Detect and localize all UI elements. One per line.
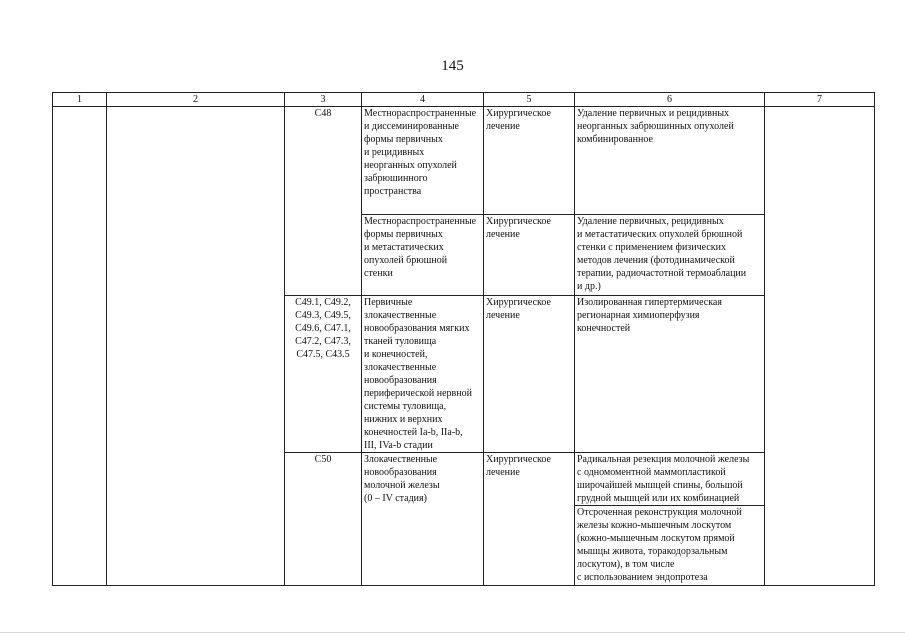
method-cell	[575, 107, 765, 215]
page-number: 145	[441, 58, 464, 74]
column-header-1: 1	[53, 93, 107, 107]
cell-text-line: неорганных забрюшинных опухолей	[577, 121, 734, 132]
cell-text-line: Изолированная гипертермическая	[577, 297, 722, 308]
cell-text-line: Хирургическое	[486, 454, 551, 465]
method-cell	[575, 296, 765, 453]
cell-text-line: Хирургическое	[486, 108, 551, 119]
cell-text-line: Хирургическое	[486, 216, 551, 227]
cell-text-line: и конечностей,	[364, 349, 428, 360]
cell-text-line: Злокачественные	[364, 454, 438, 465]
cell-text-line: новообразования	[364, 467, 437, 478]
cell-text-line: и диссеминированные	[364, 121, 459, 132]
cell-col7	[765, 107, 875, 586]
procedures-table	[52, 92, 875, 586]
cell-text-line: системы туловища,	[364, 401, 447, 412]
cell-text-line: C50	[314, 454, 332, 465]
column-header-2: 2	[107, 93, 285, 107]
cell-text-line: тканей туловища	[364, 336, 437, 347]
treatment-cell	[484, 107, 575, 215]
cell-text-line: забрюшинного	[364, 173, 428, 184]
cell-text-line: злокачественные	[364, 362, 437, 373]
cell-text-line: лечение	[486, 229, 520, 240]
cell-text-line: (кожно-мышечным лоскутом прямой	[577, 533, 735, 544]
method-cell	[575, 453, 765, 506]
treatment-cell	[484, 296, 575, 453]
diagnosis-cell	[362, 296, 484, 453]
cell-text-line: неорганных опухолей	[364, 160, 457, 171]
cell-text-line: пространства	[364, 186, 422, 197]
treatment-cell	[484, 453, 575, 586]
cell-text-line: мышцы живота, торакодорзальным	[577, 546, 728, 557]
column-header-4: 4	[362, 93, 484, 107]
icd-code-cell	[285, 453, 362, 586]
cell-text-line: и рецидивных	[364, 147, 425, 158]
cell-text-line: C48	[314, 108, 332, 119]
table-header-row	[53, 93, 875, 107]
icd-code-cell	[285, 107, 362, 296]
cell-text-line: Первичные	[364, 297, 413, 308]
cell-text-line: Местнораспространенные	[364, 216, 477, 227]
cell-text-line: формы первичных	[364, 229, 443, 240]
cell-text-line: и др.)	[577, 281, 601, 292]
cell-text-line: лечение	[486, 121, 520, 132]
cell-text-line: периферической нервной	[364, 388, 472, 399]
cell-text-line: стенки	[364, 268, 393, 279]
cell-text-line: Удаление первичных и рецидивных	[577, 108, 730, 119]
method-cell	[575, 506, 765, 586]
cell-text-line: лоскутом), в том числе	[577, 559, 675, 570]
cell-text-line: новообразования мягких	[364, 323, 470, 334]
cell-text-line: комбинированное	[577, 134, 653, 145]
column-header-3: 3	[285, 93, 362, 107]
treatment-cell	[484, 215, 575, 296]
cell-text-line: злокачественные	[364, 310, 437, 321]
table-row	[53, 107, 875, 215]
cell-text-line: терапии, радиочастотной термоаблации	[577, 268, 747, 279]
cell-text-line: C49.1, C49.2,	[295, 297, 351, 308]
cell-text-line: регионарная химиоперфузия	[577, 310, 700, 321]
cell-text-line: с использованием эндопротеза	[577, 572, 708, 583]
cell-text-line: C47.2, C47.3,	[295, 336, 351, 347]
column-header-5: 5	[484, 93, 575, 107]
cell-text-line: с одномоментной маммопластикой	[577, 467, 726, 478]
cell-text-line: C49.6, C47.1,	[295, 323, 351, 334]
column-header-6: 6	[575, 93, 765, 107]
cell-text-line: конечностей	[577, 323, 631, 334]
cell-text-line: (0 – IV стадия)	[364, 493, 427, 504]
cell-text-line: нижних и верхних	[364, 414, 443, 425]
cell-text-line: Хирургическое	[486, 297, 551, 308]
cell-text-line: методов лечения (фотодинамической	[577, 255, 735, 266]
cell-text-line: молочной железы	[364, 480, 440, 491]
cell-text-line: лечение	[486, 467, 520, 478]
diagnosis-cell	[362, 215, 484, 296]
cell-text-line: C47.5, C43.5	[296, 349, 350, 360]
cell-text-line: III, IVa-b стадии	[364, 440, 433, 451]
icd-code-cell	[285, 296, 362, 453]
cell-text-line: лечение	[486, 310, 520, 321]
cell-text-line: новообразования	[364, 375, 437, 386]
cell-text-line: формы первичных	[364, 134, 443, 145]
cell-text-line: опухолей брюшной	[364, 255, 448, 266]
cell-col1	[53, 107, 107, 586]
column-header-7: 7	[765, 93, 875, 107]
diagnosis-cell	[362, 453, 484, 586]
page-bottom-edge	[0, 632, 905, 633]
method-cell	[575, 215, 765, 296]
cell-text-line: и метастатических опухолей брюшной	[577, 229, 743, 240]
cell-text-line: стенки с применением физических	[577, 242, 726, 253]
cell-text-line: Местнораспространенные	[364, 108, 477, 119]
cell-text-line: Удаление первичных, рецидивных	[577, 216, 724, 227]
cell-text-line: Отсроченная реконструкция молочной	[577, 507, 742, 518]
cell-text-line: конечностей Ia-b, IIa-b,	[364, 427, 463, 438]
cell-text-line: грудной мышцей или их комбинацией	[577, 493, 740, 504]
cell-text-line: железы кожно-мышечным лоскутом	[577, 520, 732, 531]
cell-text-line: широчайшей мышцей спины, большой	[577, 480, 743, 491]
cell-text-line: и метастатических	[364, 242, 444, 253]
cell-col2	[107, 107, 285, 586]
cell-text-line: C49.3, C49.5,	[295, 310, 351, 321]
diagnosis-cell	[362, 107, 484, 215]
cell-text-line: Радикальная резекция молочной железы	[577, 454, 750, 465]
